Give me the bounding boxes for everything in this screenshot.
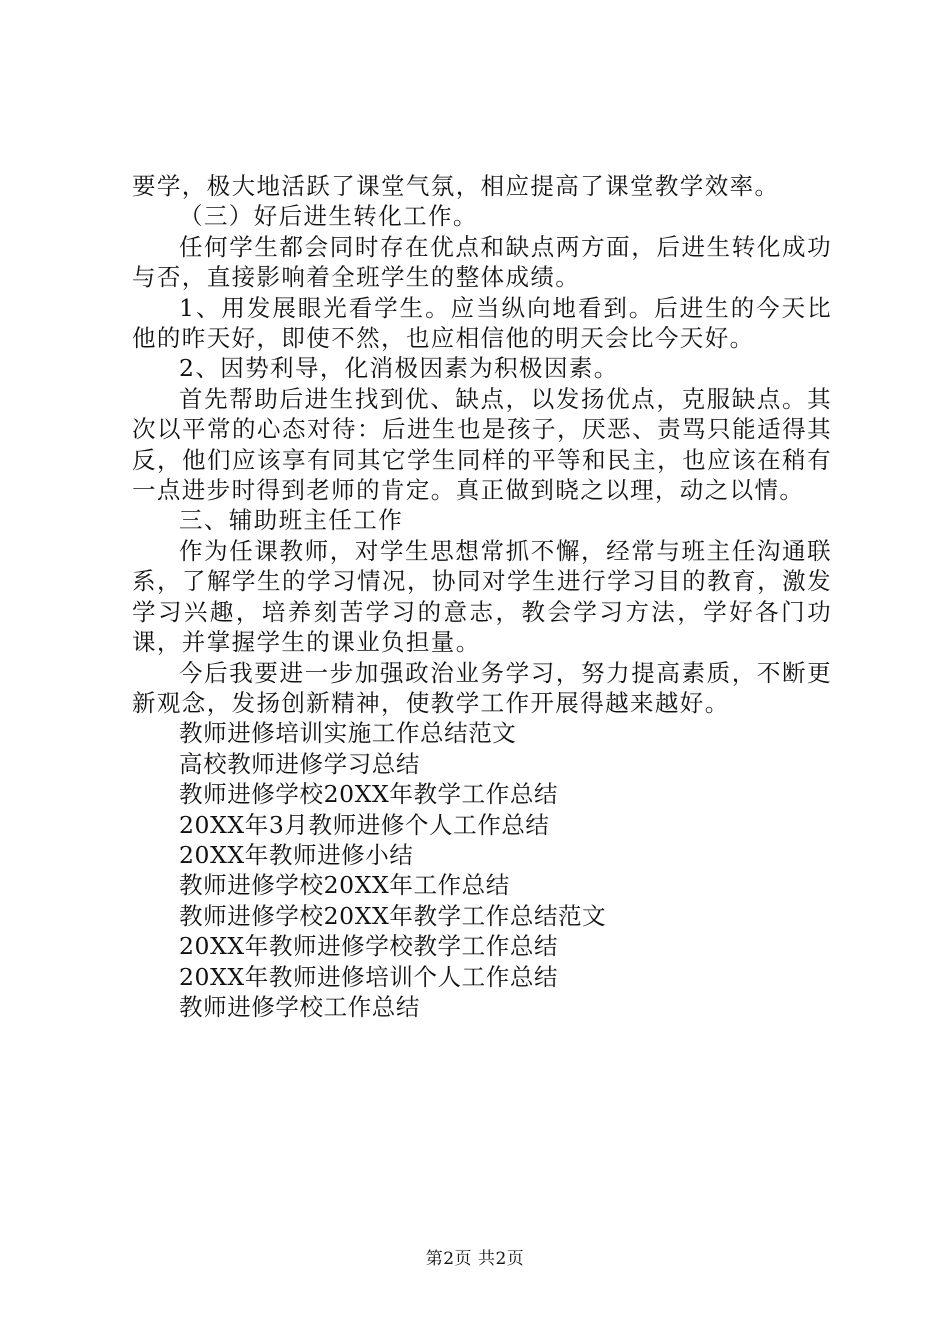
related-article-link[interactable]: 教师进修学校20XX年工作总结	[179, 871, 510, 900]
related-article-link[interactable]: 教师进修学校20XX年教学工作总结范文	[179, 901, 607, 930]
paragraph-3: 任何学生都会同时存在优点和缺点两方面，后进生转化成功与否，直接影响着全班学生的整体成绩。	[132, 232, 832, 292]
related-article-link[interactable]: 20XX年教师进修小结	[179, 840, 414, 869]
paragraph-4: 1、用发展眼光看学生。应当纵向地看到。后进生的今天比他的昨天好，即使不然，也应相信他的明天会比今天好。	[132, 293, 832, 353]
related-article-link[interactable]: 教师进修培训实施工作总结范文	[179, 719, 517, 748]
related-articles-list	[132, 718, 832, 1022]
paragraph-8: 作为任课教师，对学生思想常抓不懈，经常与班主任沟通联系，了解学生的学习情况，协同对学生进行学习目的教育，激发学习兴趣，培养刻苦学习的意志，教会学习方法，学好各门功课，并掌握学生的课业负担量。	[132, 536, 832, 657]
related-article-link[interactable]: 教师进修学校20XX年教学工作总结	[179, 780, 559, 809]
related-article-link[interactable]: 20XX年教师进修学校教学工作总结	[179, 932, 559, 961]
section-heading-assist-head-teacher: 三、辅助班主任工作	[179, 506, 404, 535]
related-article-link[interactable]: 20XX年3月教师进修个人工作总结	[179, 810, 550, 839]
page-number-footer: 第2页 共2页	[425, 1249, 525, 1269]
paragraph-1: 要学，极大地活跃了课堂气氛，相应提高了课堂教学效率。	[132, 172, 780, 200]
related-article-link[interactable]: 高校教师进修学习总结	[179, 749, 420, 778]
paragraph-5: 2、因势利导，化消极因素为积极因素。	[179, 354, 619, 383]
section-heading-backward-students: （三）好后进生转化工作。	[179, 202, 478, 231]
document-body	[132, 171, 832, 1022]
paragraph-6: 首先帮助后进生找到优、缺点，以发扬优点，克服缺点。其次以平常的心态对待：后进生也是孩子，厌恶、责骂只能适得其反，他们应该享有同其它学生同样的平等和民主，也应该在稍有一点进步时得到老师的肯定。真正做到晓之以理，动之以情。	[132, 384, 832, 505]
related-article-link[interactable]: 20XX年教师进修培训个人工作总结	[179, 962, 559, 991]
paragraph-9: 今后我要进一步加强政治业务学习，努力提高素质，不断更新观念，发扬创新精神，使教学工作开展得越来越好。	[132, 658, 832, 717]
related-article-link[interactable]: 教师进修学校工作总结	[179, 992, 420, 1021]
